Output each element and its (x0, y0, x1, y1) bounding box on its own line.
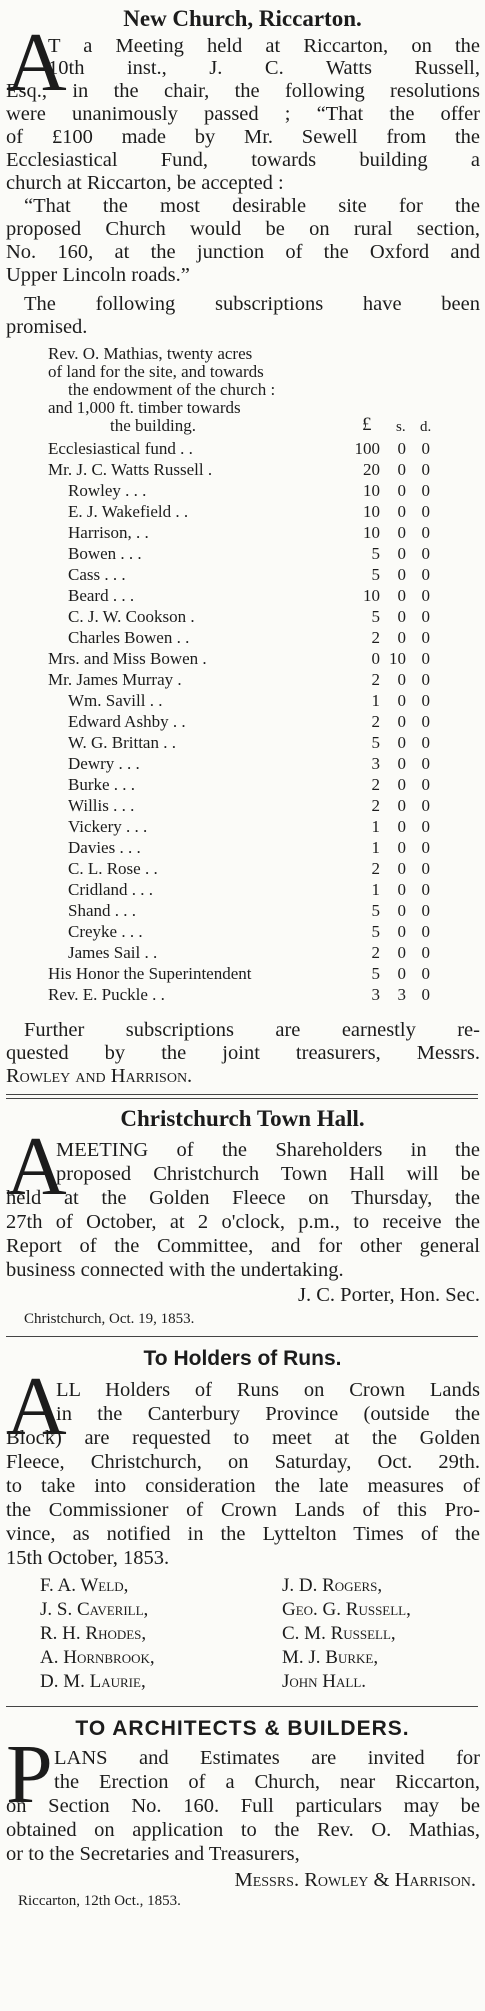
amount-pence: 0 (421, 922, 430, 941)
body-line: the Erection of a Church, near Riccarton, (54, 1771, 480, 1793)
body-line: on Section No. 160. Full particulars may be (6, 1795, 480, 1817)
amount-pence: 0 (421, 691, 430, 710)
body-line: 15th October, 1853. (6, 1547, 170, 1569)
amount-shillings: 0 (397, 607, 406, 626)
subscriber-name: Harrison, . . (68, 523, 149, 542)
list-intro-line: the endowment of the church : (68, 380, 276, 399)
amount-pence: 0 (421, 607, 430, 626)
amount-pence: 0 (421, 628, 430, 647)
signatory-left: D. M. Laurie, (40, 1671, 146, 1692)
subscription-row (0, 606, 485, 627)
subscriber-name: E. J. Wakefield . . (68, 502, 189, 521)
amount-pence: 0 (421, 838, 430, 857)
body-line: held at the Golden Fleece on Thursday, the (6, 1187, 480, 1209)
section-divider (6, 1336, 478, 1337)
amount-pounds: 10 (363, 502, 380, 521)
amount-shillings: 10 (389, 649, 406, 668)
amount-pence: 0 (421, 943, 430, 962)
subscription-row (0, 480, 485, 501)
amount-shillings: 3 (397, 985, 406, 1004)
amount-shillings: 0 (397, 691, 406, 710)
subscriber-name: Beard . . . (68, 586, 135, 605)
signatory-left: R. H. Rhodes, (40, 1623, 147, 1644)
amount-pounds: 1 (371, 838, 380, 857)
amount-shillings: 0 (397, 922, 406, 941)
amount-pence: 0 (421, 439, 430, 458)
amount-pence: 0 (421, 670, 430, 689)
subscriber-name: Vickery . . . (68, 817, 148, 836)
amount-shillings: 0 (397, 439, 406, 458)
amount-shillings: 0 (397, 880, 406, 899)
subscription-row (0, 900, 485, 921)
amount-pence: 0 (421, 733, 430, 752)
body-line: or to the Secretaries and Treasurers, (6, 1843, 300, 1865)
subscriber-name: Willis . . . (68, 796, 135, 815)
subscription-row (0, 984, 485, 1005)
subscription-row (0, 732, 485, 753)
amount-shillings: 0 (397, 712, 406, 731)
amount-pence: 0 (421, 586, 430, 605)
subscriber-name: Ecclesiastical fund . . (48, 439, 193, 458)
amount-pounds: 5 (371, 733, 380, 752)
amount-pounds: 1 (371, 691, 380, 710)
body-line: obtained on application to the Rev. O. Mathias, (6, 1819, 480, 1841)
amount-pence: 0 (421, 481, 430, 500)
subscriber-name: Edward Ashby . . (68, 712, 186, 731)
body-line: the Commissioner of Crown Lands of this Pro- (6, 1499, 480, 1521)
amount-pounds: 5 (371, 607, 380, 626)
amount-pounds: 10 (363, 523, 380, 542)
signatory-right: Geo. G. Russell, (282, 1599, 411, 1620)
subscription-row (0, 627, 485, 648)
subscriber-name: Burke . . . (68, 775, 136, 794)
subscription-row (0, 564, 485, 585)
subscription-row (0, 879, 485, 900)
section-divider (6, 1706, 478, 1707)
subscription-row (0, 774, 485, 795)
body-line: LANS and Estimates are invited for (54, 1747, 480, 1769)
body-line: MEETING of the Shareholders in the (56, 1139, 480, 1161)
subscription-row (0, 921, 485, 942)
body-line: Ecclesiastical Fund, towards building a (6, 149, 480, 171)
subscriber-name: Cridland . . . (68, 880, 153, 899)
column-head-pounds: £ (362, 414, 372, 435)
body-line: Esq., in the chair, the following resolutions (6, 80, 480, 102)
amount-pence: 0 (421, 544, 430, 563)
subscription-row (0, 711, 485, 732)
amount-pounds: 20 (363, 460, 380, 479)
amount-pounds: 2 (371, 859, 380, 878)
list-intro-line: of land for the site, and towards (48, 362, 264, 381)
subscription-row (0, 669, 485, 690)
amount-pence: 0 (421, 502, 430, 521)
amount-pounds: 2 (371, 943, 380, 962)
amount-pounds: 2 (371, 796, 380, 815)
amount-shillings: 0 (397, 460, 406, 479)
amount-pounds: 0 (371, 649, 380, 668)
amount-shillings: 0 (397, 859, 406, 878)
subscription-row (0, 963, 485, 984)
amount-pence: 0 (421, 817, 430, 836)
body-line: Rowley and Harrison. (6, 1065, 193, 1087)
body-line: proposed Church would be on rural section, (6, 218, 480, 240)
subscription-row (0, 816, 485, 837)
amount-pounds: 10 (363, 586, 380, 605)
drop-capital: P (6, 1728, 53, 1821)
amount-shillings: 0 (397, 565, 406, 584)
subscriber-name: Shand . . . (68, 901, 136, 920)
body-line: vince, as notified in the Lyttelton Times of the (6, 1523, 480, 1545)
list-intro-line: Rev. O. Mathias, twenty acres (48, 344, 253, 363)
subscription-row (0, 501, 485, 522)
subscription-row (0, 543, 485, 564)
amount-pence: 0 (421, 985, 430, 1004)
amount-shillings: 0 (397, 775, 406, 794)
subscription-row (0, 795, 485, 816)
amount-pounds: 3 (371, 754, 380, 773)
body-line: “That the most desirable site for the (24, 195, 480, 217)
subscription-row (0, 942, 485, 963)
subscriber-name: James Sail . . (68, 943, 158, 962)
subscription-row (0, 837, 485, 858)
dateline: Riccarton, 12th Oct., 1853. (18, 1893, 181, 1909)
amount-pounds: 2 (371, 712, 380, 731)
signatory-left: F. A. Weld, (40, 1575, 129, 1596)
amount-shillings: 0 (397, 523, 406, 542)
signatory-right: M. J. Burke, (282, 1647, 379, 1668)
subscriber-name: Davies . . . (68, 838, 141, 857)
subscriber-name: Mr. J. C. Watts Russell . (48, 460, 213, 479)
amount-pounds: 100 (354, 439, 380, 458)
amount-pounds: 2 (371, 670, 380, 689)
subscriber-name: Wm. Savill . . (68, 691, 163, 710)
amount-pence: 0 (421, 523, 430, 542)
subscriber-name: C. J. W. Cookson . (68, 607, 195, 626)
notice-title: New Church, Riccarton. (123, 6, 362, 31)
amount-pounds: 3 (371, 985, 380, 1004)
amount-pounds: 5 (371, 565, 380, 584)
subscriber-name: C. L. Rose . . (68, 859, 158, 878)
drop-capital: A (6, 1360, 67, 1453)
signatory-right: John Hall. (282, 1671, 367, 1692)
amount-shillings: 0 (397, 544, 406, 563)
drop-capital: A (6, 16, 67, 109)
signatory-left: J. S. Caverill, (40, 1599, 149, 1620)
amount-pence: 0 (421, 796, 430, 815)
signature: Messrs. Rowley & Harrison. (234, 1869, 476, 1891)
subscription-row (0, 690, 485, 711)
body-line: Further subscriptions are earnestly re- (24, 1019, 480, 1041)
body-line: proposed Christchurch Town Hall will be (56, 1163, 480, 1185)
subscription-row (0, 522, 485, 543)
subscriber-name: His Honor the Superintendent (48, 964, 252, 983)
amount-pence: 0 (421, 754, 430, 773)
body-line: Fleece, Christchurch, on Saturday, Oct. 29th. (6, 1451, 480, 1473)
body-line: No. 160, at the junction of the Oxford and (6, 241, 480, 263)
amount-pounds: 5 (371, 964, 380, 983)
amount-shillings: 0 (397, 796, 406, 815)
body-line: Upper Lincoln roads.” (6, 264, 190, 286)
amount-shillings: 0 (397, 628, 406, 647)
amount-shillings: 0 (397, 943, 406, 962)
notice-title: Christchurch Town Hall. (120, 1106, 365, 1131)
subscriber-name: Cass . . . (68, 565, 126, 584)
amount-shillings: 0 (397, 838, 406, 857)
amount-pence: 0 (421, 565, 430, 584)
notice-title: To Holders of Runs. (143, 1347, 342, 1370)
list-intro-line: and 1,000 ft. timber towards (48, 398, 241, 417)
body-line: 10th inst., J. C. Watts Russell, (48, 57, 480, 79)
amount-pence: 0 (421, 712, 430, 731)
amount-shillings: 0 (397, 670, 406, 689)
amount-pounds: 10 (363, 481, 380, 500)
amount-shillings: 0 (397, 817, 406, 836)
body-line: church at Riccarton, be accepted : (6, 172, 284, 194)
amount-pence: 0 (421, 649, 430, 668)
amount-shillings: 0 (397, 502, 406, 521)
column-head-shillings: s. (396, 419, 406, 435)
subscription-row (0, 459, 485, 480)
column-head-pence: d. (420, 419, 432, 435)
amount-pounds: 5 (371, 544, 380, 563)
body-line: Report of the Committee, and for other general (6, 1235, 480, 1257)
amount-shillings: 0 (397, 964, 406, 983)
amount-shillings: 0 (397, 754, 406, 773)
notice-title: TO ARCHITECTS & BUILDERS. (75, 1717, 410, 1740)
subscriber-name: W. G. Brittan . . (68, 733, 176, 752)
amount-shillings: 0 (397, 481, 406, 500)
amount-pounds: 2 (371, 628, 380, 647)
subscriber-name: Mrs. and Miss Bowen . (48, 649, 207, 668)
signature: J. C. Porter, Hon. Sec. (298, 1284, 480, 1306)
body-line: in the Canterbury Province (outside the (56, 1403, 480, 1425)
subscriber-name: Mr. James Murray . (48, 670, 182, 689)
subscription-row (0, 585, 485, 606)
amount-pence: 0 (421, 460, 430, 479)
section-divider (6, 1094, 478, 1099)
drop-capital: A (6, 1120, 67, 1213)
body-line: promised. (6, 316, 88, 338)
amount-pounds: 2 (371, 775, 380, 794)
subscriber-name: Bowen . . . (68, 544, 142, 563)
body-line: to take into consideration the late measures of (6, 1475, 480, 1497)
amount-pounds: 5 (371, 922, 380, 941)
signatory-right: C. M. Russell, (282, 1623, 396, 1644)
subscription-row (0, 753, 485, 774)
signatory-right: J. D. Rogers, (282, 1575, 383, 1596)
amount-pence: 0 (421, 775, 430, 794)
body-line: 27th of October, at 2 o'clock, p.m., to receive the (6, 1211, 480, 1233)
subscription-row (0, 858, 485, 879)
amount-shillings: 0 (397, 733, 406, 752)
amount-pence: 0 (421, 859, 430, 878)
body-line: business connected with the undertaking. (6, 1259, 344, 1281)
body-line: of £100 made by Mr. Sewell from the (6, 126, 480, 148)
subscription-row (0, 438, 485, 459)
subscriber-name: Rev. E. Puckle . . (48, 985, 165, 1004)
amount-pence: 0 (421, 901, 430, 920)
body-line: T a Meeting held at Riccarton, on the (48, 35, 480, 57)
subscriber-name: Creyke . . . (68, 922, 143, 941)
subscriber-name: Charles Bowen . . (68, 628, 190, 647)
subscription-row (0, 648, 485, 669)
dateline: Christchurch, Oct. 19, 1853. (24, 1311, 195, 1327)
amount-pence: 0 (421, 880, 430, 899)
subscriber-name: Dewry . . . (68, 754, 140, 773)
body-line: The following subscriptions have been (24, 293, 480, 315)
amount-shillings: 0 (397, 901, 406, 920)
amount-pounds: 1 (371, 817, 380, 836)
amount-pounds: 1 (371, 880, 380, 899)
amount-pounds: 5 (371, 901, 380, 920)
signatory-left: A. Hornbrook, (40, 1647, 155, 1668)
body-line: LL Holders of Runs on Crown Lands (56, 1379, 480, 1401)
body-line: were unanimously passed ; “That the offer (6, 103, 480, 125)
subscriber-name: Rowley . . . (68, 481, 147, 500)
list-intro-line: the building. (110, 416, 196, 435)
body-line: Block) are requested to meet at the Golden (6, 1427, 480, 1449)
amount-pence: 0 (421, 964, 430, 983)
body-line: quested by the joint treasurers, Messrs. (6, 1042, 480, 1064)
amount-shillings: 0 (397, 586, 406, 605)
